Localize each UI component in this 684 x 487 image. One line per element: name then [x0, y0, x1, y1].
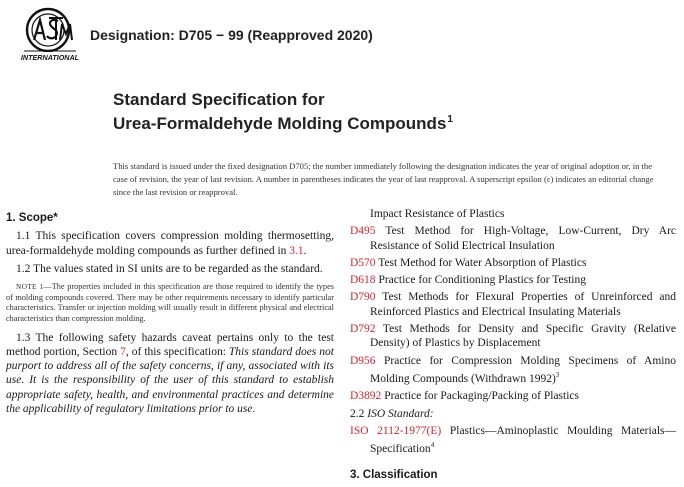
note-label: NOTE 1: [16, 282, 44, 292]
ref-footnote: 3: [555, 370, 560, 379]
title-line-2: [113, 110, 453, 134]
reference-item-d792: [350, 322, 676, 351]
reference-item-d495: [350, 224, 676, 253]
ref-link-section-7[interactable]: 7: [120, 345, 126, 358]
ref-code[interactable]: D570: [350, 256, 376, 269]
ref-suffix: (Withdrawn 1992): [468, 372, 556, 385]
astm-logo: [18, 6, 82, 66]
reference-item-iso-2112: [350, 424, 676, 457]
ref-link-3-1[interactable]: 3.1: [289, 244, 304, 257]
right-column: [350, 207, 676, 487]
reference-item-d790: [350, 290, 676, 319]
page-title: [113, 90, 453, 134]
designation: Designation: D705 − 99 (Reapproved 2020): [90, 27, 373, 43]
p11-end: .: [303, 244, 307, 257]
ref-text: Test Method for High-Voltage, Low-Current, Dry Arc Resistance of Solid Electrical Insulation: [370, 225, 676, 252]
ref-footnote: 4: [430, 441, 435, 450]
ref-text: Test Methods for Density and Specific Gravity (Relative Density) of Plastics by Displacement: [370, 323, 676, 350]
ref-text: Test Method for Water Absorption of Plastics: [375, 256, 587, 269]
ref-text: Test Methods for Flexural Properties of Unreinforced and Reinforced Plastics and Electrical Insulating Materials: [370, 291, 676, 318]
abstract: This standard is issued under the fixed designation D705; the number immediately following the designation indicates the year of original adoption or, in the case of revision, the year of last revision. A number in parentheses indicates the year of last reapproval. A superscript epsilon (ε) indicates an editorial change since the last revision or reapproval.: [113, 161, 654, 197]
title-line-1: Standard Specification for: [113, 90, 325, 109]
iso-standard-heading: [350, 407, 676, 421]
ref-code[interactable]: D618: [350, 274, 376, 287]
p11-text: 1.1 This specification covers compression molding thermosetting, urea-formaldehyde molding compounds as further defined in: [6, 230, 334, 257]
title-footnote: 1: [447, 114, 453, 125]
p13-italic: This standard does not purport to address all of the safety concerns, if any, associated with its use. It is the responsibility of the user of this standard to establish appropriate safety, health, and environmental practices and determine the applicability of regulatory limitations prior to use.: [6, 345, 334, 416]
note-1: [6, 282, 334, 324]
ref-code[interactable]: D956: [350, 354, 376, 367]
ref-code[interactable]: D3892: [350, 390, 382, 403]
ref-code[interactable]: D790: [350, 291, 376, 304]
reference-item-d3892: [350, 389, 676, 403]
ref-text: Practice for Packaging/Packing of Plastics: [381, 390, 579, 403]
ref-text: Plastics—Aminoplastic Moulding Materials—Specification: [370, 424, 676, 456]
section-heading-scope: 1. Scope*: [6, 212, 58, 224]
ref-code[interactable]: ISO 2112-1977(E): [350, 424, 442, 437]
p13-mid: , of this specification:: [125, 345, 229, 358]
logo-text: INTERNATIONAL: [20, 53, 80, 62]
reference-item-d570: [350, 256, 676, 270]
reference-item-d618: [350, 273, 676, 287]
ref-text: Practice for Compression Molding Specimens of Amino Molding Compounds: [370, 354, 676, 385]
reference-item-d956: [350, 354, 676, 387]
astm-logo-icon: [18, 6, 82, 66]
paragraph-1-1: [6, 229, 334, 258]
p13-text: 1.3 The following safety hazards caveat pertains only to the test method portion, Section: [6, 331, 334, 358]
left-column: [6, 208, 334, 420]
ref-text: Practice for Conditioning Plastics for Testing: [375, 274, 586, 287]
iso-head-num: 2.2: [350, 407, 368, 420]
section-heading-classification: 3. Classification: [350, 469, 438, 482]
ref-code[interactable]: D792: [350, 323, 376, 336]
iso-head-text: ISO Standard:: [367, 407, 434, 420]
note-text: —The properties included in this specification are those required to identify the types of molding compounds covered. There may be other requirements necessary to identify particular characteristics. Transfer or injection molding will usually result in different physical and electrical characteristics than compression molding.: [6, 282, 334, 323]
title-line-2-text: Urea-Formaldehyde Molding Compounds: [113, 114, 447, 133]
paragraph-1-2: 1.2 The values stated in SI units are to be regarded as the standard.: [16, 262, 323, 275]
paragraph-1-3: [6, 331, 334, 417]
reference-continuation: Impact Resistance of Plastics: [370, 208, 505, 220]
ref-code[interactable]: D495: [350, 225, 376, 238]
